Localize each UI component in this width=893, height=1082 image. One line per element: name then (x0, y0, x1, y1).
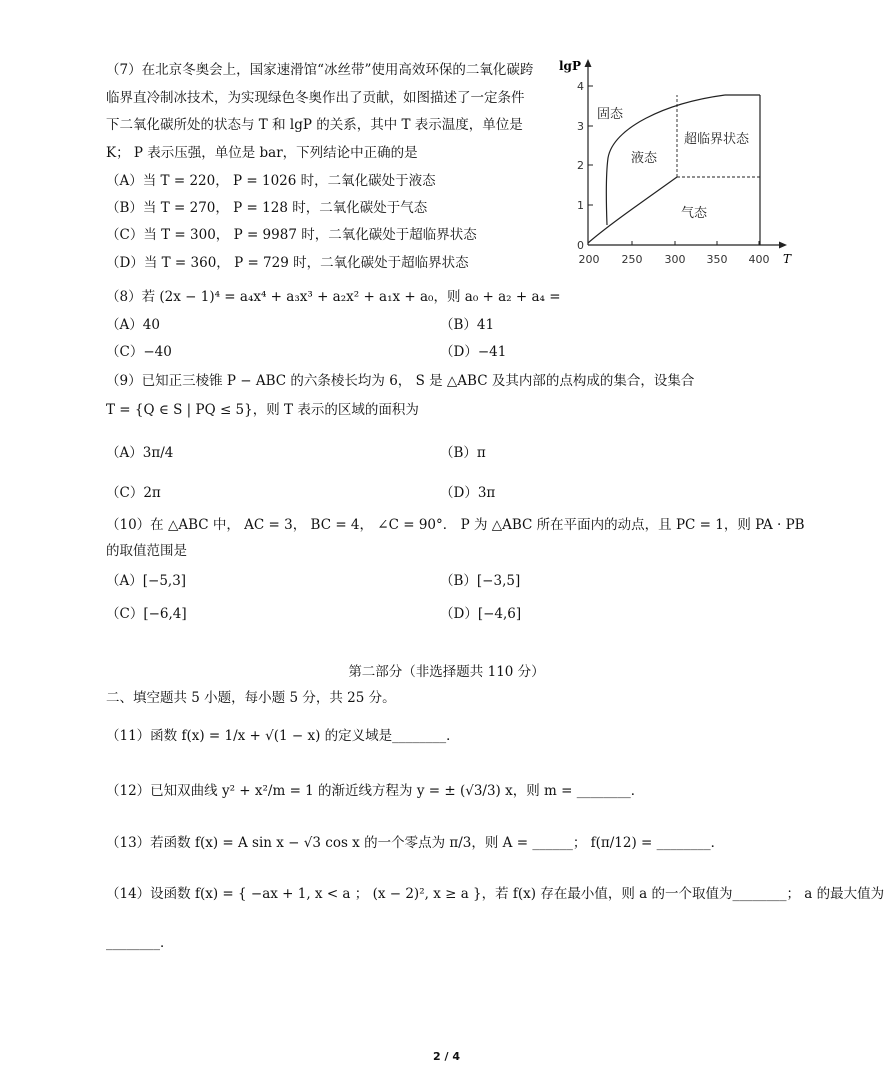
q9-option-b: （B）π (440, 445, 486, 461)
region-liquid: 液态 (631, 151, 658, 166)
y-tick-label-2: 2 (577, 159, 584, 172)
y-ticks (588, 86, 593, 205)
page-number: 2 / 4 (433, 1050, 460, 1063)
q9-option-c: （C）2π (106, 485, 161, 501)
q7-line-4: K； P 表示压强，单位是 bar，下列结论中正确的是 (106, 145, 418, 161)
section-2-subtitle: 二、填空题共 5 小题，每小题 5 分，共 25 分。 (106, 690, 396, 706)
q10-option-a: （A）[−5,3] (106, 573, 187, 589)
y-axis-label: lgP (559, 59, 581, 73)
x-tick-label-350: 350 (706, 253, 728, 266)
x-axis-label: T (783, 252, 792, 266)
q10-option-d: （D）[−4,6] (440, 606, 522, 622)
y-tick-label-1: 1 (577, 199, 584, 212)
y-tick-label-4: 4 (577, 80, 584, 93)
q8-option-d: （D）−41 (440, 344, 507, 360)
y-axis-arrow (585, 59, 592, 67)
region-supercritical: 超临界状态 (684, 132, 750, 147)
q9-line-1: （9）已知正三棱锥 P − ABC 的六条棱长均为 6， S 是 △ABC 及其内部的点构成的集合，设集合 (106, 373, 695, 389)
question-14-line-1: （14）设函数 f(x) = { −ax + 1, x < a ； (x − 2)², x ≥ a }，若 f(x) 存在最小值，则 a 的一个取值为________； a 的最大值为 (106, 886, 885, 902)
x-tick-label-300: 300 (664, 253, 686, 266)
q8-option-c: （C）−40 (106, 344, 172, 360)
q7-option-c: （C）当 T = 300， P = 9987 时，二氧化碳处于超临界状态 (106, 227, 477, 243)
question-14-line-2: ________． (106, 935, 174, 951)
q10-option-c: （C）[−6,4] (106, 606, 187, 622)
x-tick-label-200: 200 (578, 253, 600, 266)
solid-liquid-boundary (606, 95, 725, 225)
question-13: （13）若函数 f(x) = A sin x − √3 cos x 的一个零点为 π/3，则 A = ______； f(π/12) = ________． (106, 835, 725, 851)
q8-option-a: （A）40 (106, 317, 160, 333)
section-2-title: 第二部分（非选择题共 110 分） (348, 664, 545, 680)
region-gas: 气态 (681, 206, 708, 221)
q9-line-2: T = {Q ∈ S | PQ ≤ 5}，则 T 表示的区域的面积为 (106, 402, 419, 418)
q7-option-d: （D）当 T = 360， P = 729 时，二氧化碳处于超临界状态 (106, 255, 469, 271)
phase-diagram (559, 58, 792, 283)
q7-option-a: （A）当 T = 220， P = 1026 时，二氧化碳处于液态 (106, 173, 436, 189)
q8-stem: （8）若 (2x − 1)⁴ = a₄x⁴ + a₃x³ + a₂x² + a₁x + a₀，则 a₀ + a₂ + a₄ = (106, 289, 561, 305)
q7-line-1: （7）在北京冬奥会上，国家速滑馆“冰丝带”使用高效环保的二氧化碳跨 (106, 62, 534, 78)
question-12: （12）已知双曲线 y² + x²/m = 1 的渐近线方程为 y = ± (√3/3) x，则 m = ________． (106, 783, 645, 799)
question-11: （11）函数 f(x) = 1/x + √(1 − x) 的定义域是________． (106, 728, 460, 744)
q10-option-b: （B）[−3,5] (440, 573, 521, 589)
y-tick-label-0: 0 (577, 239, 584, 252)
x-axis-arrow (779, 242, 787, 249)
y-tick-label-3: 3 (577, 120, 584, 133)
q7-line-2: 临界直冷制冰技术，为实现绿色冬奥作出了贡献，如图描述了一定条件 (106, 90, 525, 106)
q9-option-a: （A）3π/4 (106, 445, 174, 461)
liquid-gas-boundary (588, 177, 677, 243)
x-tick-label-400: 400 (748, 253, 770, 266)
q10-line-1: （10）在 △ABC 中， AC = 3， BC = 4， ∠C = 90°． P 为 △ABC 所在平面内的动点，且 PC = 1，则 PA · PB (106, 517, 805, 533)
q7-line-3: 下二氧化碳所处的状态与 T 和 lgP 的关系，其中 T 表示温度，单位是 (106, 117, 523, 133)
q10-line-2: 的取值范围是 (106, 543, 187, 559)
q7-option-b: （B）当 T = 270， P = 128 时，二氧化碳处于气态 (106, 200, 428, 216)
x-tick-label-250: 250 (621, 253, 643, 266)
q9-option-d: （D）3π (440, 485, 496, 501)
region-solid: 固态 (597, 107, 624, 122)
q8-option-b: （B）41 (440, 317, 495, 333)
